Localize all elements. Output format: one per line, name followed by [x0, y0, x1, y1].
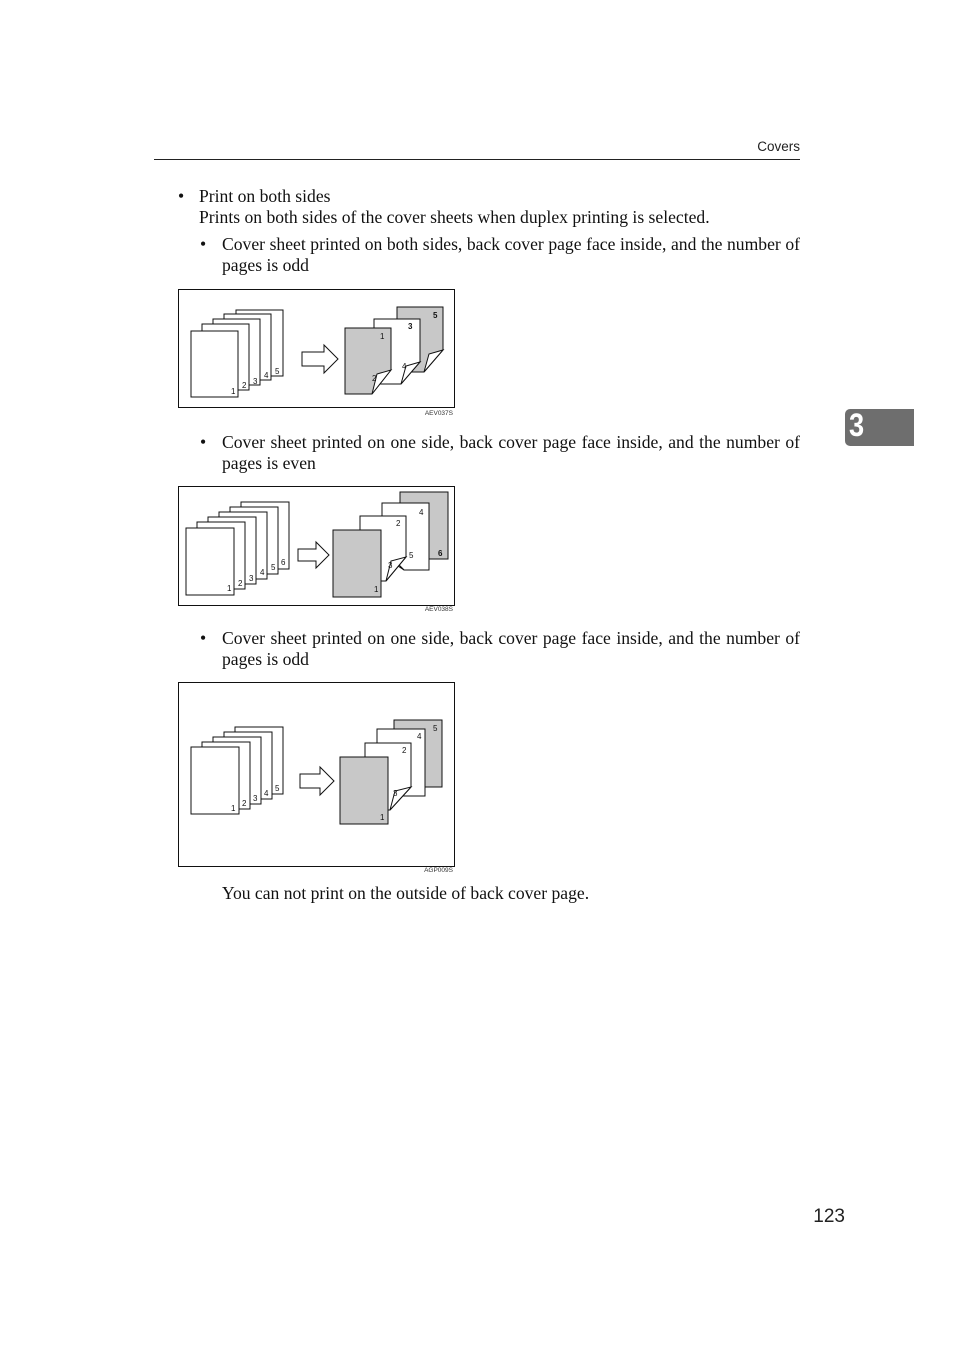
stack-page-number: 1: [227, 584, 232, 593]
result-page-number: 2: [396, 519, 401, 528]
note-text: You can not print on the outside of back cover page.: [222, 883, 590, 903]
result-page-number: 5: [433, 311, 438, 320]
section-title: Covers: [757, 139, 800, 154]
arrow-icon: [302, 345, 338, 373]
result-page-number: 2: [402, 746, 407, 755]
case-text-1: Cover sheet printed on both sides, back cover page face inside, and the number of pages is odd: [222, 234, 800, 275]
result-page-number: 4: [402, 362, 407, 371]
result-page-number: 1: [374, 585, 379, 594]
bullet-dot: •: [178, 186, 185, 206]
bullet-dot: •: [200, 628, 207, 648]
result-page-number: 2: [372, 374, 377, 383]
stack-page-number: 1: [231, 804, 236, 813]
stack-page-number: 3: [249, 574, 254, 583]
chapter-tab: [845, 409, 914, 446]
figure-code: AEV037S: [424, 410, 453, 417]
case-text-3: Cover sheet printed on one side, back cover page face inside, and the number of pages is odd: [222, 628, 800, 669]
bullet-dot: •: [200, 432, 207, 452]
figure-3: [178, 682, 455, 867]
stack-page-number: 2: [242, 381, 247, 390]
figure-code: AEV038S: [424, 606, 453, 613]
stack-page-number: 3: [253, 794, 258, 803]
figure-2: [178, 486, 455, 606]
figure-3-illustration: [179, 683, 454, 866]
result-page-number: 1: [380, 332, 385, 341]
result-page-number: 3: [388, 561, 393, 570]
result-page-number: 5: [433, 724, 438, 733]
stack-page-number: 4: [264, 371, 269, 380]
stack-page-number: 6: [281, 558, 286, 567]
stack-page-number: 4: [260, 568, 265, 577]
stack-page-number: 1: [231, 387, 236, 396]
result-page-number: 3: [393, 789, 398, 798]
stack-page-number: 2: [238, 579, 243, 588]
figure-code: AGP009S: [424, 867, 453, 874]
stack-page-number: 2: [242, 799, 247, 808]
result-page-number: 4: [417, 732, 422, 741]
result-page-number: 6: [438, 549, 443, 558]
result-page-number: 3: [408, 322, 413, 331]
result-page-number: 5: [409, 551, 414, 560]
chapter-number: 3: [849, 407, 865, 443]
figure-1: [178, 289, 455, 408]
stack-page-number: 3: [253, 377, 258, 386]
case-text-2: Cover sheet printed on one side, back cover page face inside, and the number of pages is even: [222, 432, 800, 473]
figure-1-illustration: [179, 290, 454, 407]
header-rule: [154, 159, 800, 160]
bullet-dot: •: [200, 234, 207, 254]
figure-2-illustration: [179, 487, 454, 605]
arrow-icon: [300, 767, 334, 795]
arrow-icon: [298, 542, 329, 568]
result-page-number: 1: [380, 813, 385, 822]
stack-page-number: 4: [264, 789, 269, 798]
stack-page-number: 5: [275, 784, 280, 793]
stack-page-number: 5: [275, 367, 280, 376]
stack-page-number: 5: [271, 563, 276, 572]
page-number: 123: [813, 1206, 845, 1227]
result-page-number: 4: [419, 508, 424, 517]
option-title: Print on both sides: [199, 186, 331, 206]
option-description: Prints on both sides of the cover sheets when duplex printing is selected.: [199, 207, 710, 227]
